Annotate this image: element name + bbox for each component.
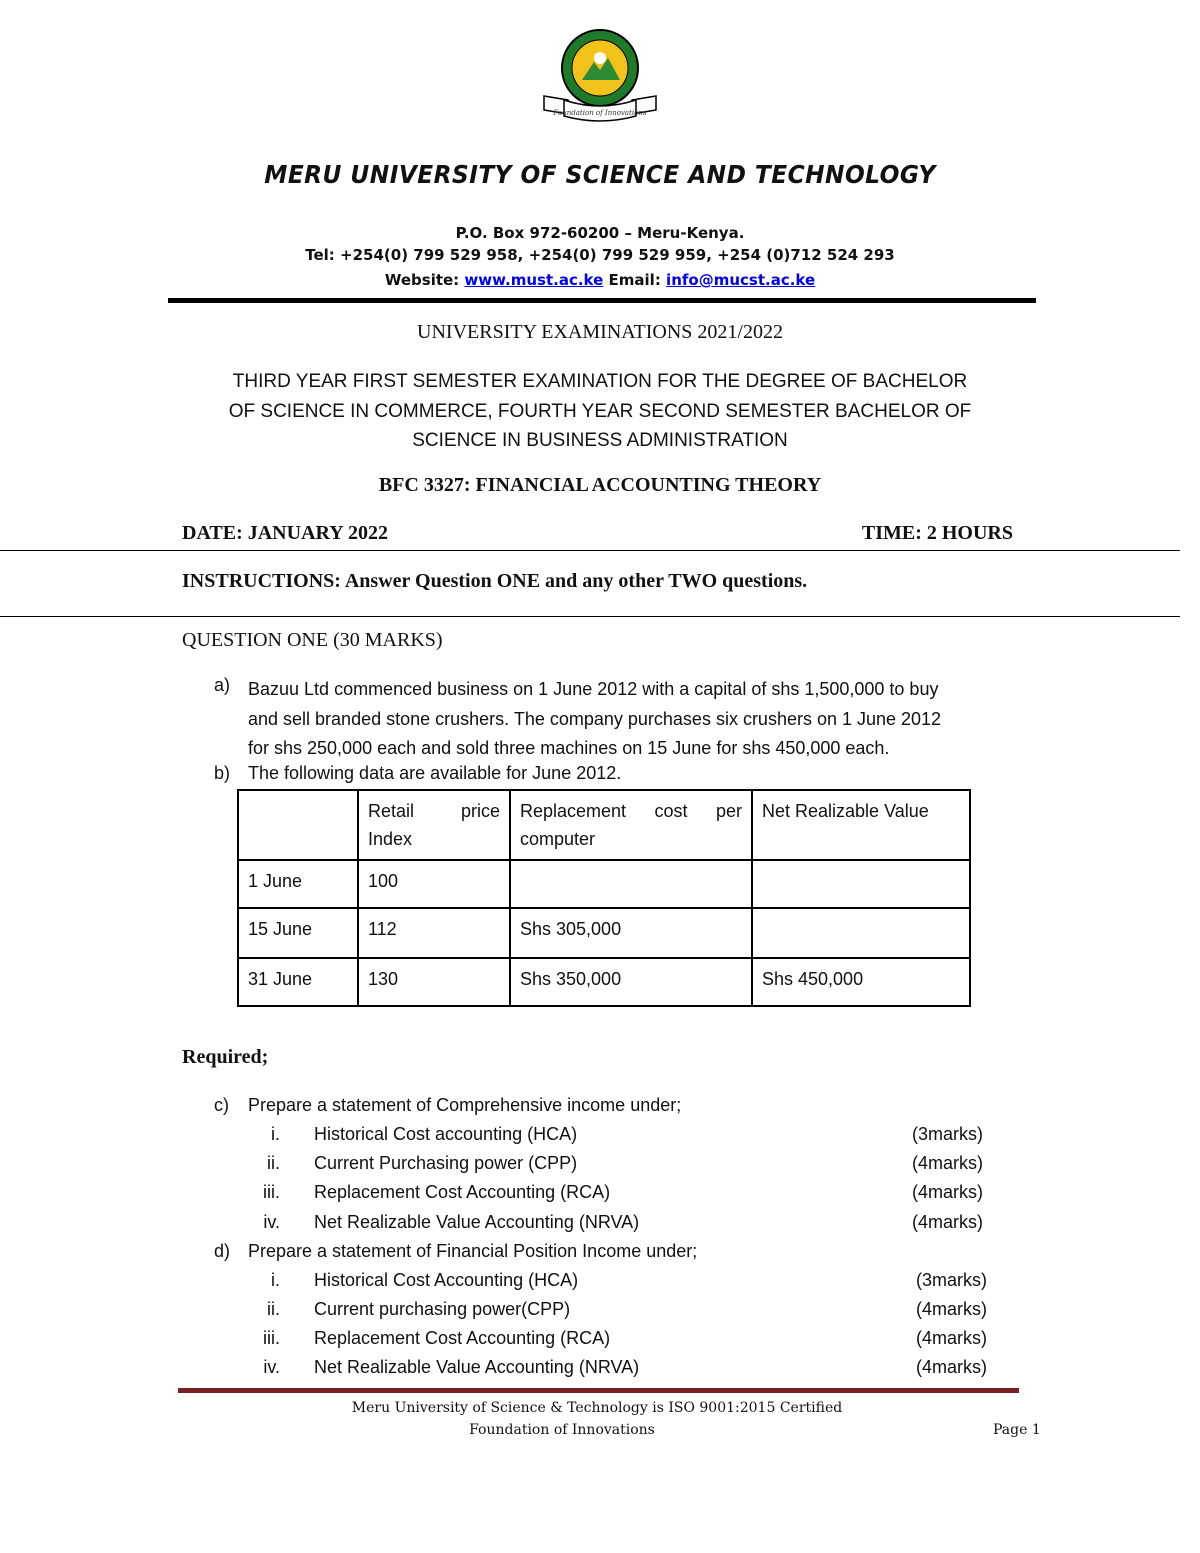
po-box: P.O. Box 972-60200 – Meru-Kenya. <box>455 224 745 242</box>
list-marks: (4marks) <box>916 1299 987 1319</box>
item-b-text: The following data are available for June 2012. <box>248 763 622 783</box>
contact-line <box>0 271 1200 289</box>
data-table <box>237 789 971 1007</box>
list-text: Current Purchasing power (CPP) <box>314 1153 578 1173</box>
table-row <box>238 860 970 908</box>
item-marker-a: a) <box>214 675 231 695</box>
list-number: iv. <box>263 1357 280 1377</box>
list-text: Net Realizable Value Accounting (NRVA) <box>314 1357 640 1377</box>
table-cell <box>510 860 752 908</box>
required-label: Required; <box>182 1046 269 1068</box>
logo-motto: Foundation of Innovations <box>553 109 647 117</box>
table-row <box>238 908 970 958</box>
list-marks: (3marks) <box>912 1124 983 1144</box>
item-a-text <box>248 675 941 764</box>
exam-session: UNIVERSITY EXAMINATIONS 2021/2022 <box>417 321 783 343</box>
list-marks: (4marks) <box>916 1357 987 1377</box>
list-text: Net Realizable Value Accounting (NRVA) <box>314 1212 640 1232</box>
item-a-line: Bazuu Ltd commenced business on 1 June 2012 with a capital of shs 1,500,000 to buy <box>248 679 939 699</box>
course-title: BFC 3327: FINANCIAL ACCOUNTING THEORY <box>378 474 822 496</box>
table-cell <box>752 908 970 958</box>
table-header-cell: Net Realizable Value <box>752 790 970 860</box>
item-d-text: Prepare a statement of Financial Position Income under; <box>248 1241 698 1261</box>
question-one-heading: QUESTION ONE (30 MARKS) <box>182 629 443 651</box>
table-cell: 1 June <box>238 860 358 908</box>
list-number: ii. <box>267 1299 280 1319</box>
table-cell: Shs 450,000 <box>752 958 970 1006</box>
item-marker-c: c) <box>214 1095 229 1115</box>
instructions-text: Answer Question ONE and any other TWO questions. <box>344 570 808 592</box>
list-number: i. <box>271 1270 280 1290</box>
divider <box>0 550 1180 551</box>
list-text: Replacement Cost Accounting (RCA) <box>314 1328 611 1348</box>
table-cell: 130 <box>358 958 510 1006</box>
footer-divider <box>178 1388 1019 1393</box>
university-name: MERU UNIVERSITY OF SCIENCE AND TECHNOLOGY <box>264 160 936 189</box>
table-cell: 100 <box>358 860 510 908</box>
exam-description-line: OF SCIENCE IN COMMERCE, FOURTH YEAR SECOND SEMESTER BACHELOR OF <box>228 400 972 422</box>
list-number: iv. <box>263 1212 280 1232</box>
list-marks: (4marks) <box>916 1328 987 1348</box>
header-divider <box>168 298 1036 303</box>
website-label: Website: <box>384 271 460 289</box>
exam-time: TIME: 2 HOURS <box>861 522 1013 544</box>
divider <box>0 616 1180 617</box>
d-subitems <box>0 1270 1200 1388</box>
footer-certification: Meru University of Science & Technology is ISO 9001:2015 Certified <box>351 1400 843 1416</box>
table-cell: 31 June <box>238 958 358 1006</box>
list-marks: (3marks) <box>916 1270 987 1290</box>
item-c-text: Prepare a statement of Comprehensive income under; <box>248 1095 682 1115</box>
instructions <box>182 570 807 593</box>
table-header-cell: Retail price Index <box>358 790 510 860</box>
website-link[interactable]: www.must.ac.ke <box>464 271 604 289</box>
table-cell <box>752 860 970 908</box>
table-cell: Shs 305,000 <box>510 908 752 958</box>
table-row <box>238 958 970 1006</box>
exam-description <box>0 367 1200 456</box>
table-header-cell <box>238 790 358 860</box>
list-text: Historical Cost Accounting (HCA) <box>314 1270 579 1290</box>
item-marker-d: d) <box>214 1241 231 1261</box>
table-cell: 15 June <box>238 908 358 958</box>
email-link[interactable]: info@mucst.ac.ke <box>666 271 816 289</box>
c-subitems <box>0 1124 1200 1242</box>
list-number: iii. <box>263 1182 280 1202</box>
item-a-line: and sell branded stone crushers. The company purchases six crushers on 1 June 2012 <box>248 708 942 729</box>
email-label: Email: <box>608 271 661 289</box>
exam-description-line: SCIENCE IN BUSINESS ADMINISTRATION <box>412 430 788 451</box>
university-logo <box>538 28 662 128</box>
footer-motto: Foundation of Innovations <box>469 1422 655 1438</box>
list-number: iii. <box>263 1328 280 1348</box>
item-marker-b: b) <box>214 763 231 783</box>
instructions-label: INSTRUCTIONS: <box>182 570 341 592</box>
list-number: ii. <box>267 1153 280 1173</box>
list-marks: (4marks) <box>912 1182 983 1202</box>
table-cell: Shs 350,000 <box>510 958 752 1006</box>
exam-date: DATE: JANUARY 2022 <box>182 522 388 544</box>
list-marks: (4marks) <box>912 1212 983 1232</box>
list-text: Current purchasing power(CPP) <box>314 1299 571 1319</box>
list-marks: (4marks) <box>912 1153 983 1173</box>
telephone: Tel: +254(0) 799 529 958, +254(0) 799 529 959, +254 (0)712 524 293 <box>305 246 895 264</box>
list-text: Historical Cost accounting (HCA) <box>314 1124 578 1144</box>
table-header-cell: Replacement cost per computer <box>510 790 752 860</box>
table-cell: 112 <box>358 908 510 958</box>
list-number: i. <box>271 1124 280 1144</box>
item-a-line: for shs 250,000 each and sold three machines on 15 June for shs 450,000 each. <box>248 738 890 758</box>
exam-description-line: THIRD YEAR FIRST SEMESTER EXAMINATION FOR THE DEGREE OF BACHELOR <box>232 371 968 392</box>
page-number: Page 1 <box>993 1422 1041 1438</box>
list-text: Replacement Cost Accounting (RCA) <box>314 1182 611 1202</box>
table-header-row <box>238 790 970 860</box>
